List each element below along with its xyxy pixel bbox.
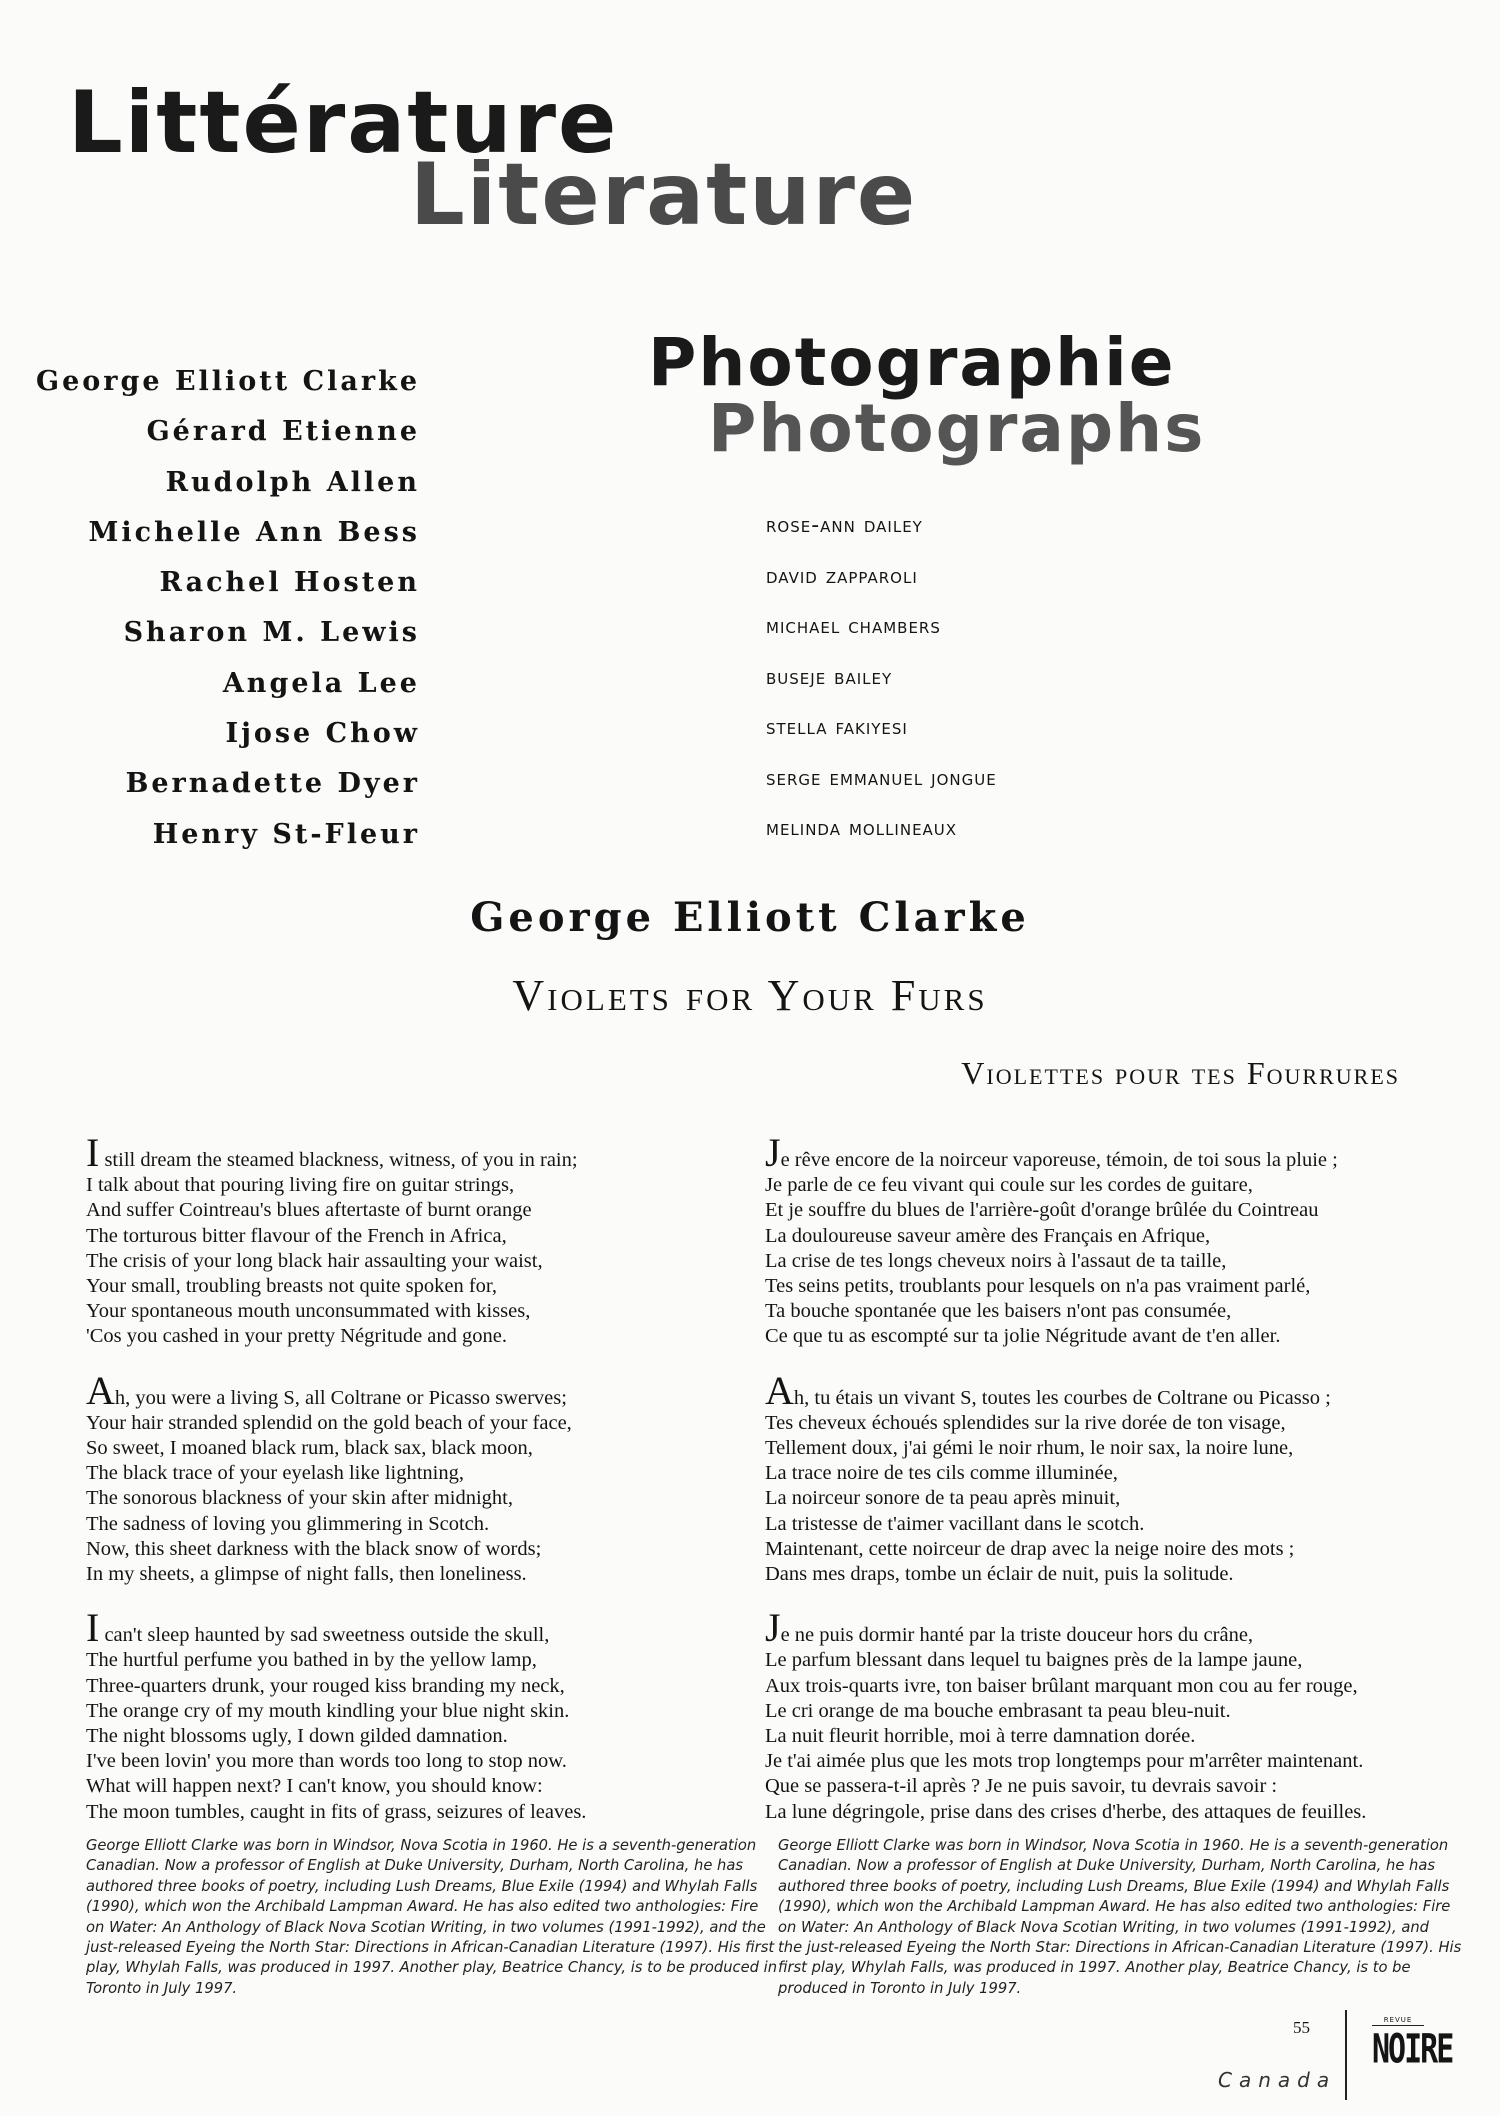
- bio-line: George Elliott Clarke was born in Windsor, Nova Scotia in 1960. He is a seventh-generation: [86, 1837, 757, 1854]
- poem-stanza: [765, 1130, 1415, 1350]
- bio-line: (1990), which won the Archibald Lampman Award. He has also edited two anthologies: Fire: [778, 1898, 1451, 1916]
- photography-title-english: Photographs: [708, 390, 1206, 467]
- poem-line: La crise de tes longs cheveux noirs à l'assaut de ta taille,: [765, 1249, 1227, 1272]
- poem-line: The moon tumbles, caught in fits of grass, seizures of leaves.: [86, 1800, 587, 1823]
- drop-cap: J: [765, 1605, 781, 1651]
- poem-line: La noirceur sonore de ta peau après minuit,: [765, 1487, 1121, 1510]
- poem-line: The crisis of your long black hair assaulting your waist,: [86, 1249, 543, 1272]
- photographer-name: serge emmanuel jongue: [766, 765, 997, 791]
- logo-big-text: NOIRE: [1372, 2026, 1453, 2074]
- poem-line: The sadness of loving you glimmering in Scotch.: [86, 1512, 490, 1535]
- poem-line: The torturous bitter flavour of the French in Africa,: [86, 1224, 507, 1247]
- poem-line: In my sheets, a glimpse of night falls, then loneliness.: [86, 1563, 527, 1586]
- poem-line: 'Cos you cashed in your pretty Négritude and gone.: [86, 1325, 508, 1348]
- poem-title: Violets for Your Furs: [512, 971, 988, 1020]
- bio-line: Canadian. Now a professor of English at Duke University, Durham, North Carolina, he has: [778, 1857, 1435, 1875]
- poem-line: What will happen next? I can't know, you should know:: [86, 1775, 543, 1798]
- poem-line: La nuit fleurit horrible, moi à terre damnation dorée.: [765, 1725, 1196, 1748]
- bio-line: on Water: An Anthology of Black Nova Scotian Writing, in two volumes (1991-1992), and: [778, 1918, 1429, 1936]
- author-name: Ijose Chow: [225, 718, 420, 750]
- photographer-name: stella fakiyesi: [766, 715, 908, 740]
- poem-line: La douloureuse saveur amère des Français en Afrique,: [765, 1224, 1211, 1247]
- poem-line: The orange cry of my mouth kindling your blue night skin.: [86, 1699, 570, 1722]
- poem-stanza: [765, 1605, 1415, 1825]
- poem-line: Three-quarters drunk, your rouged kiss branding my neck,: [86, 1674, 565, 1697]
- author-name: Angela Lee: [222, 667, 420, 699]
- poem-line: I've been lovin' you more than words too long to stop now.: [86, 1750, 567, 1773]
- poem-stanza: [765, 1367, 1415, 1588]
- poem-line: So sweet, I moaned black rum, black sax, black moon,: [86, 1437, 533, 1460]
- page-title-english: Literature: [410, 145, 918, 245]
- poem-line: The night blossoms ugly, I down gilded damnation.: [86, 1725, 508, 1748]
- photography-title-french: Photographie: [648, 324, 1176, 401]
- photographer-name: rose-ann dailey: [766, 513, 923, 538]
- poem-line: Je ne puis dormir hanté par la triste douceur hors du crâne,: [765, 1605, 1254, 1651]
- poem-line: Now, this sheet darkness with the black snow of words;: [86, 1537, 542, 1560]
- section-name: Canada: [1218, 2068, 1337, 2092]
- drop-cap: A: [86, 1367, 115, 1413]
- bio-line: play, Whylah Falls, was produced in 1997. Another play, Beatrice Chancy, is to be produced in: [86, 1959, 778, 1977]
- poem-line: Tes seins petits, troublants pour lesquels on n'a pas vraiment parlé,: [765, 1275, 1311, 1298]
- poem-line: Je t'ai aimée plus que les mots trop longtemps pour m'arrêter maintenant.: [765, 1750, 1364, 1773]
- author-bio-french: [778, 1836, 1462, 1999]
- bio-line: authored three books of poetry, including Lush Dreams, Blue Exile (1994) and Whylah Falls: [778, 1877, 1450, 1895]
- poem-line: Ce que tu as escompté sur ta jolie Négritude avant de t'en aller.: [765, 1325, 1281, 1348]
- bio-line: Toronto in July 1997.: [86, 1979, 238, 1997]
- author-name: Sharon M. Lewis: [123, 617, 420, 649]
- drop-cap: A: [765, 1367, 794, 1413]
- poem-line: La lune dégringole, prise dans des crises d'herbe, des attaques de feuilles.: [765, 1800, 1367, 1823]
- poem-line: I talk about that pouring living fire on guitar strings,: [86, 1174, 515, 1197]
- poem-line: Que se passera-t-il après ? Je ne puis savoir, tu devrais savoir :: [765, 1775, 1278, 1798]
- poem-line: Aux trois-quarts ivre, ton baiser brûlant marquant mon cou au fer rouge,: [765, 1674, 1358, 1697]
- poem-line: Ta bouche spontanée que les baisers n'ont pas consumée,: [765, 1300, 1232, 1323]
- poem-line: Your spontaneous mouth unconsummated with kisses,: [86, 1300, 531, 1323]
- poem-line: Your hair stranded splendid on the gold beach of your face,: [86, 1411, 572, 1434]
- poem-line: Et je souffre du blues de l'arrière-goût d'orange brûlée du Cointreau: [765, 1199, 1319, 1222]
- drop-cap: I: [86, 1130, 100, 1175]
- photographer-name: melinda mollineaux: [766, 816, 958, 841]
- bio-line: (1990), which won the Archibald Lampman Award. He has also edited two anthologies: Fire: [86, 1898, 759, 1916]
- poem-line: Tes cheveux échoués splendides sur la rive dorée de ton visage,: [765, 1411, 1286, 1434]
- poem-line: The hurtful perfume you bathed in by the yellow lamp,: [86, 1649, 537, 1672]
- bio-line: on Water: An Anthology of Black Nova Scotian Writing, in two volumes (1991-1992), and the: [86, 1918, 766, 1936]
- poem-line: I still dream the steamed blackness, witness, of you in rain;: [86, 1130, 578, 1175]
- author-name: Michelle Ann Bess: [88, 516, 420, 548]
- magazine-logo: [1372, 2016, 1453, 2074]
- poem-author: George Elliott Clarke: [470, 894, 1030, 941]
- poem-line: Maintenant, cette noirceur de drap avec la neige noire des mots ;: [765, 1537, 1295, 1560]
- bio-line: George Elliott Clarke was born in Windsor, Nova Scotia in 1960. He is a seventh-generation: [778, 1837, 1449, 1854]
- page-title-french: Littérature: [68, 73, 619, 173]
- photographer-name: david zapparoli: [766, 563, 918, 589]
- folio-divider: [1345, 2010, 1347, 2100]
- poem-line: Ah, you were a living S, all Coltrane or Picasso swerves;: [86, 1367, 567, 1413]
- poem-line: Tellement doux, j'ai gémi le noir rhum, le noir sax, la noire lune,: [765, 1437, 1294, 1460]
- bio-line: first play, Whylah Falls, was produced in 1997. Another play, Beatrice Chancy, is to be: [778, 1959, 1411, 1977]
- poem-line: I can't sleep haunted by sad sweetness outside the skull,: [86, 1605, 550, 1651]
- photographer-name: michael chambers: [766, 614, 941, 639]
- poem-french: [765, 1130, 1415, 1853]
- drop-cap: J: [765, 1130, 781, 1175]
- poem-line: Your small, troubling breasts not quite spoken for,: [86, 1275, 498, 1298]
- photographer-name: buseje bailey: [766, 664, 893, 690]
- drop-cap: I: [86, 1605, 100, 1651]
- author-name: Rachel Hosten: [159, 567, 420, 599]
- poem-line: The sonorous blackness of your skin after midnight,: [86, 1487, 514, 1510]
- author-name: Henry St-Fleur: [152, 818, 420, 850]
- poem-line: Dans mes draps, tombe un éclair de nuit, puis la solitude.: [765, 1563, 1234, 1586]
- author-list: [0, 357, 420, 860]
- author-name: Gérard Etienne: [146, 416, 420, 448]
- author-name: George Elliott Clarke: [36, 366, 420, 397]
- poem-line: La tristesse de t'aimer vacillant dans le scotch.: [765, 1512, 1145, 1535]
- poem-line: The black trace of your eyelash like lightning,: [86, 1462, 464, 1485]
- bio-line: produced in Toronto in July 1997.: [778, 1979, 1022, 1997]
- bio-line: authored three books of poetry, including Lush Dreams, Blue Exile (1994) and Whylah Falls: [86, 1877, 758, 1895]
- poem-line: Ah, tu étais un vivant S, toutes les courbes de Coltrane ou Picasso ;: [765, 1367, 1331, 1413]
- poem-english: [86, 1130, 686, 1853]
- bio-line: Canadian. Now a professor of English at Duke University, Durham, North Carolina, he has: [86, 1857, 743, 1875]
- poem-line: And suffer Cointreau's blues aftertaste of burnt orange: [86, 1199, 532, 1222]
- poem-line: Le parfum blessant dans lequel tu baignes près de la lampe jaune,: [765, 1649, 1303, 1672]
- poem-line: Le cri orange de ma bouche embrasant ta peau bleu-nuit.: [765, 1699, 1231, 1722]
- poem-line: Je parle de ce feu vivant qui coule sur les cordes de guitare,: [765, 1174, 1253, 1197]
- photographer-list: [766, 503, 1446, 857]
- poem-line: Je rêve encore de la noirceur vaporeuse, témoin, de toi sous la pluie ;: [765, 1130, 1338, 1175]
- author-name: Rudolph Allen: [165, 466, 420, 498]
- author-bio-english: [86, 1836, 778, 1999]
- poem-line: La trace noire de tes cils comme illuminée,: [765, 1462, 1118, 1485]
- poem-stanza: [86, 1605, 686, 1825]
- logo-small-text: REVUE: [1372, 2016, 1424, 2026]
- page-number: 55: [1293, 2018, 1310, 2037]
- bio-line: the just-released Eyeing the North Star: Directions in African-Canadian Literature (1997). His: [778, 1939, 1462, 1957]
- bio-line: just-released Eyeing the North Star: Directions in African-Canadian Literature (1997). His first: [86, 1939, 775, 1957]
- poem-title-french: Violettes pour tes Fourrures: [961, 1055, 1400, 1091]
- poem-stanza: [86, 1130, 686, 1350]
- poem-stanza: [86, 1367, 686, 1588]
- author-name: Bernadette Dyer: [125, 768, 420, 800]
